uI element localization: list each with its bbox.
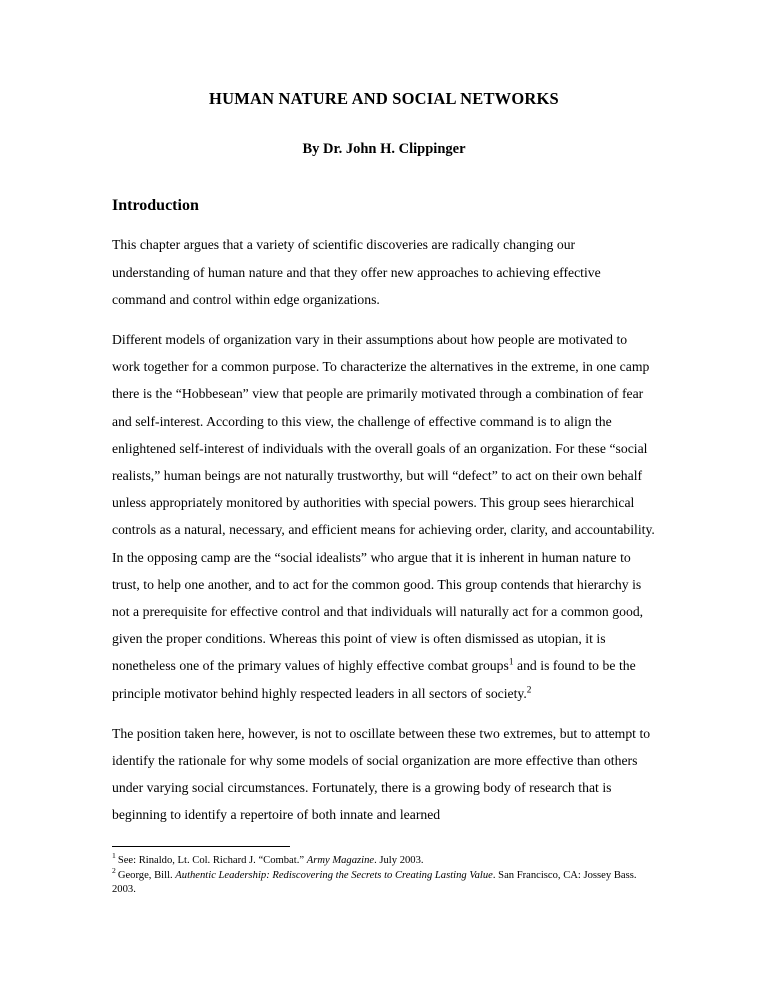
section-heading-introduction: Introduction	[112, 197, 199, 215]
page-title: HUMAN NATURE AND SOCIAL NETWORKS	[209, 89, 559, 108]
footnote-marker-2: 2	[112, 866, 116, 876]
paragraph-2	[112, 313, 656, 707]
paragraph-1: This chapter argues that a variety of scientific discoveries are radically changing our understanding of human nature and that they offer new approaches to achieving effective command and control within edge organizations.	[112, 237, 601, 307]
footnote-area	[112, 846, 656, 898]
footnote-reference-1[interactable]: 1	[508, 657, 514, 668]
paragraph-2-text-before-footnote-1: Different models of organization vary in their assumptions about how people are motivated to work together for a common purpose. To characterize the alternatives in the extreme, in one camp there is the “Hobbesean” view that people are primarily motivated through a combination of fear and self-interest. According to this view, the challenge of effective command is to align the enlightened self-interest of individuals with the overall goals of an organization. For these “social realists,” human beings are not naturally trustworthy, but will “defect” to act on their own behalf unless appropriately monitored by authorities with special powers. This group sees hierarchical controls as a natural, necessary, and efficient means for achieving order, clarity, and accountability. In the opposing camp are the “social idealists” who argue that it is inherent in human nature to trust, to help one another, and to act for the common good. This group contends that hierarchy is not a prerequisite for effective control and that individuals will naturally act for a common good, given the proper conditions. Whereas this point of view is often dismissed as utopian, it is nonetheless one of the primary values of highly effective combat groups	[112, 331, 655, 674]
paragraph-2-text-between-footnotes: and is found to be the principle motivator behind highly respected leaders in all sectors of society.	[112, 658, 636, 701]
footnote-item-2	[112, 866, 656, 898]
author-byline: By Dr. John H. Clippinger	[302, 140, 466, 157]
footnote-2-text-after-title: . San Francisco, CA: Jossey Bass. 2003.	[112, 869, 637, 896]
footnote-2-text-before-title: George, Bill.	[117, 869, 176, 881]
footnote-1-text-after-title: . July 2003.	[374, 855, 424, 866]
footnote-reference-2[interactable]: 2	[526, 685, 532, 696]
footnote-item-1	[112, 851, 656, 869]
paragraph-3: The position taken here, however, is not to oscillate between these two extremes, but to attempt to identify the rationale for why some models of social organization are more effective than others under varying social circumstances. Fortunately, there is a growing body of research that is beginning to identify a repertoire of both innate and learned	[112, 725, 651, 823]
footnote-marker-1: 1	[112, 851, 116, 861]
footnote-1-text-before-title: See: Rinaldo, Lt. Col. Richard J. “Combat.”	[117, 855, 307, 866]
footnote-separator-rule	[112, 846, 290, 847]
footnote-1-publication-title: Army Magazine	[306, 855, 375, 866]
footnote-2-book-title: Authentic Leadership: Rediscovering the Secrets to Creating Lasting Value	[175, 869, 493, 881]
document-body	[112, 0, 656, 829]
